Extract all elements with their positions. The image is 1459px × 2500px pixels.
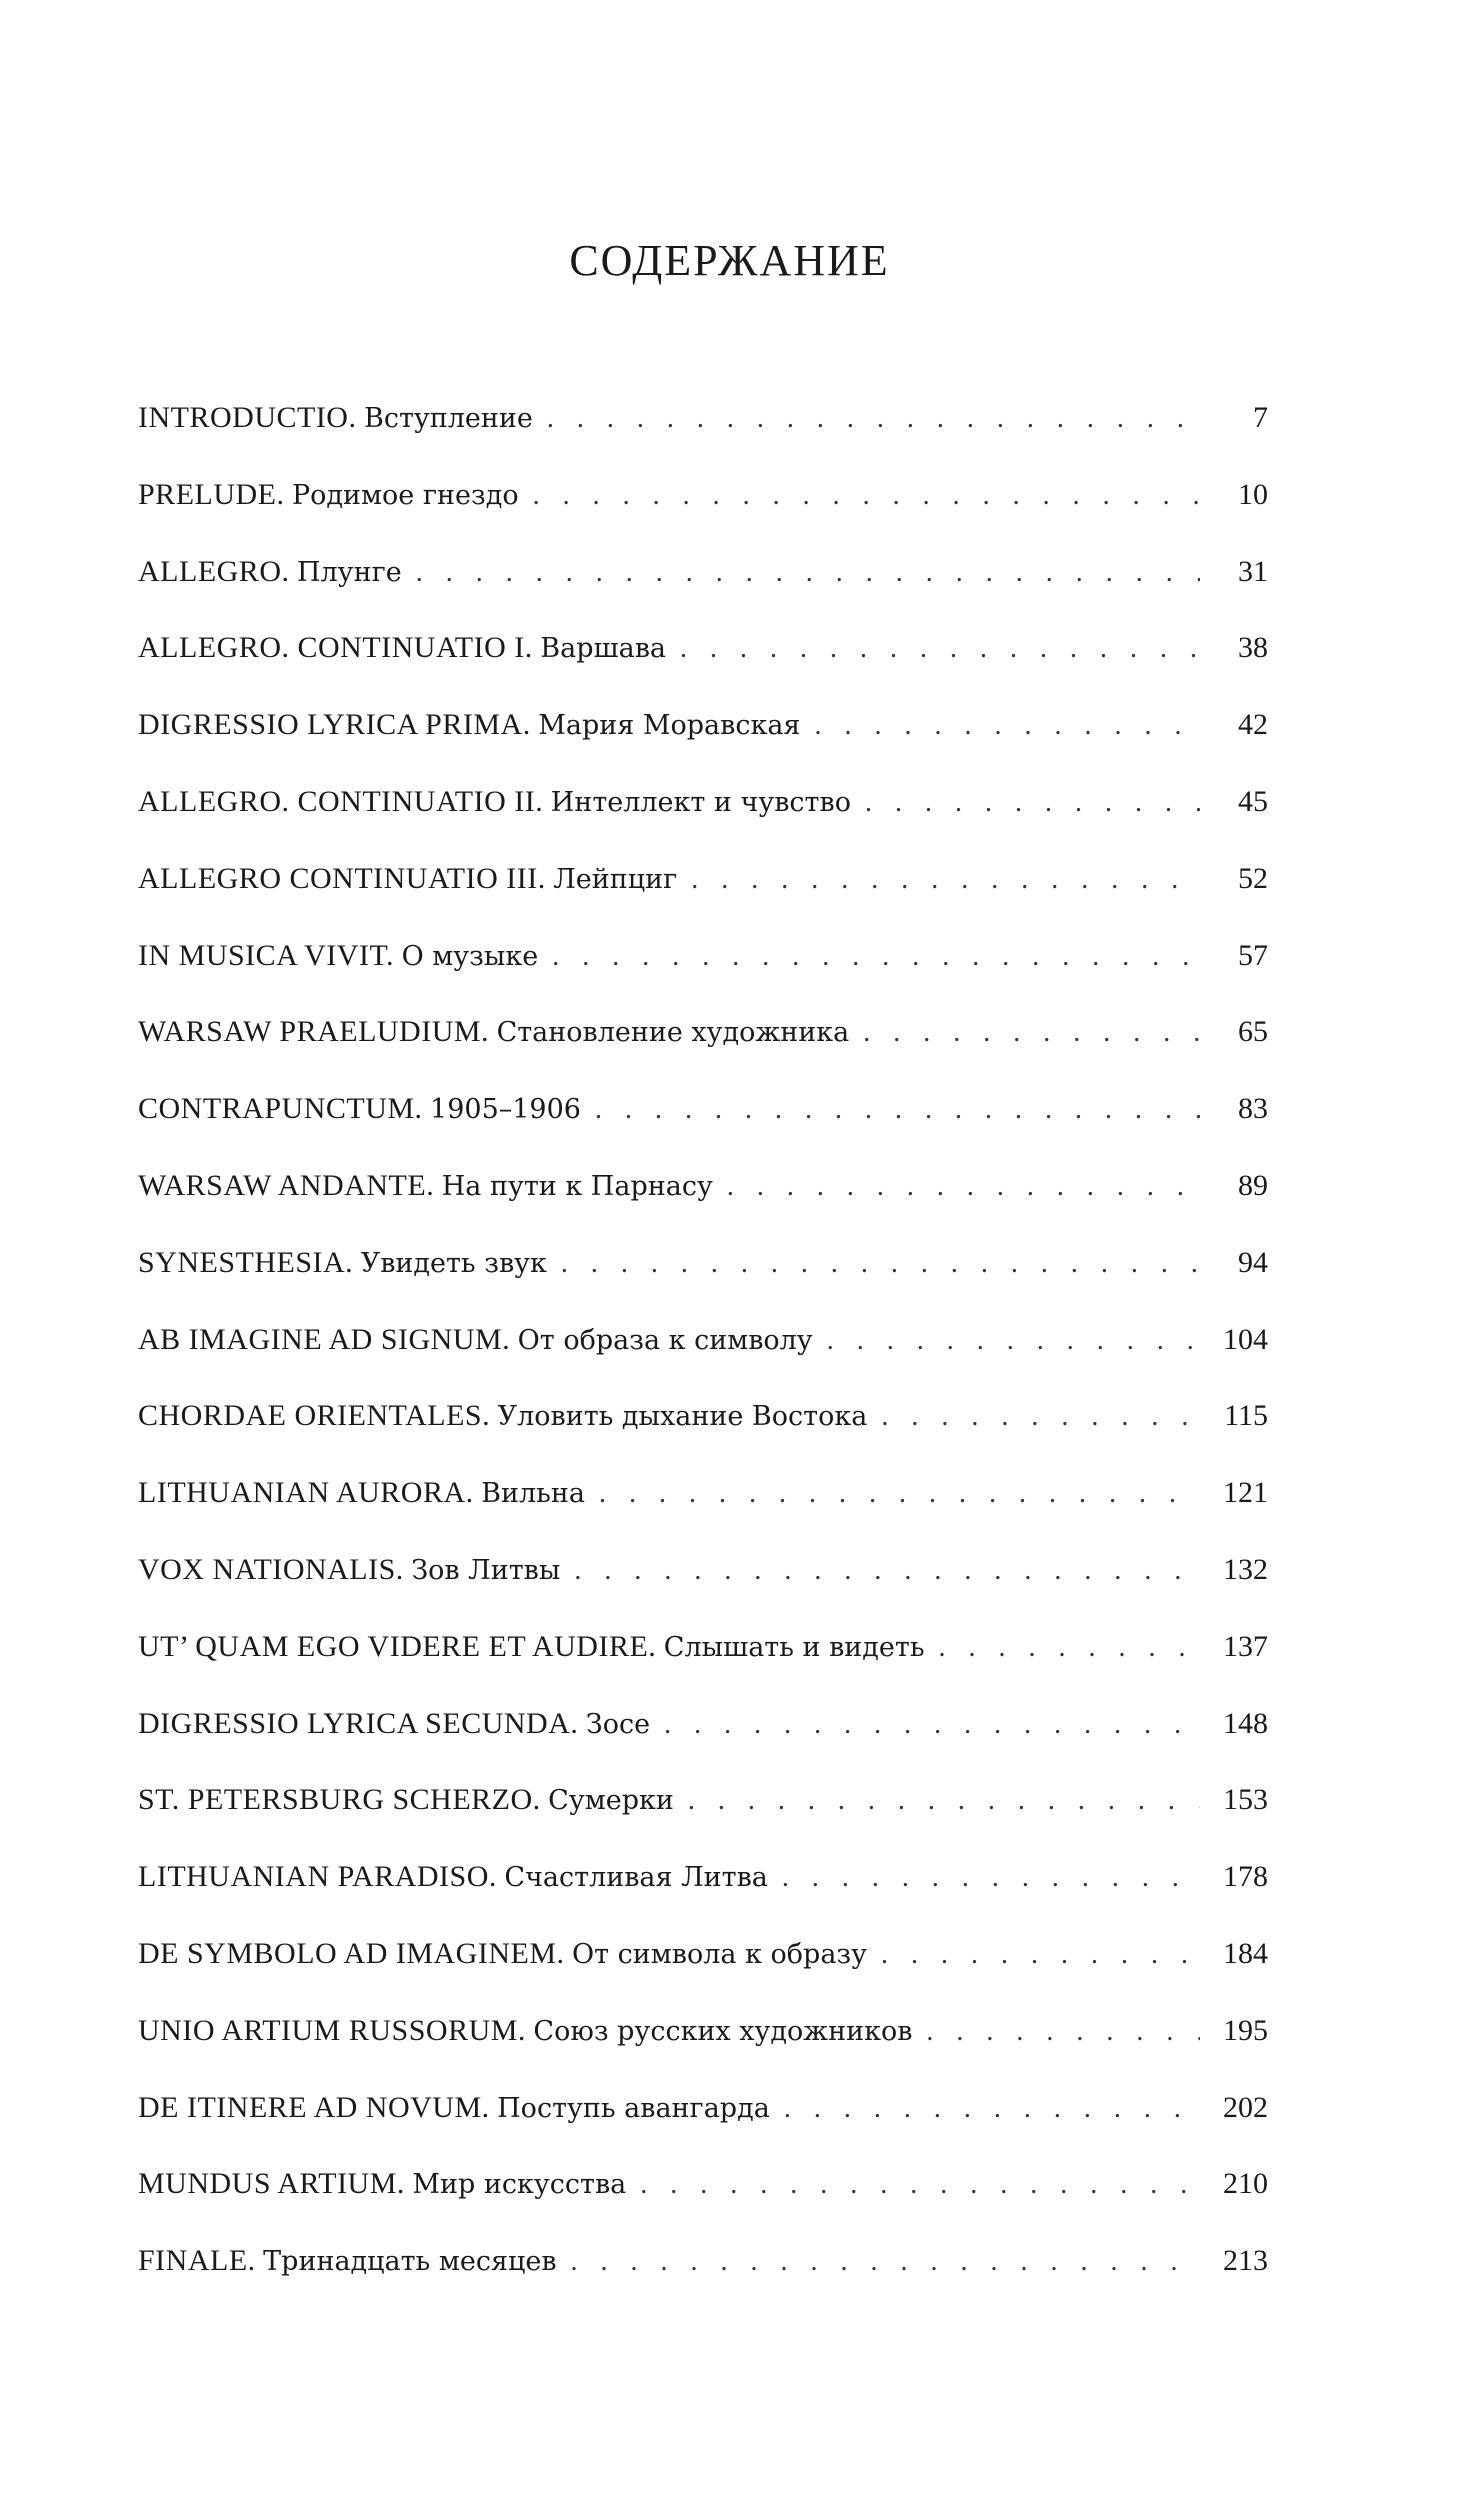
dot-leader [561,1234,1200,1294]
dot-leader [599,1464,1200,1524]
entry-page-number: 195 [1223,2013,1268,2047]
entry-page-number: 213 [1223,2244,1268,2278]
toc-entry [138,388,1268,465]
entry-latin-title: ALLEGRO. [138,554,290,588]
dot-leader [640,2155,1200,2215]
entry-russian-title: Варшава [540,633,666,665]
entry-russian-title: 1905–1906 [430,1094,581,1126]
toc-entry [138,618,1268,695]
entry-latin-title: AB IMAGINE AD SIGNUM. [138,1322,511,1356]
entry-page-number: 31 [1238,554,1268,588]
entry-latin-title: DE SYMBOLO AD IMAGINEM. [138,1936,565,1970]
dot-leader [863,1003,1200,1063]
toc-entry [138,542,1268,619]
entry-page-number: 52 [1238,861,1268,895]
dot-leader [814,696,1200,756]
toc-entry [138,1463,1268,1540]
toc-entry [138,849,1268,926]
entry-russian-title: Уловить дыхание Востока [497,1401,868,1433]
entry-latin-title: VOX NATIONALIS. [138,1552,404,1586]
entry-latin-title: MUNDUS ARTIUM. [138,2167,405,2201]
entry-russian-title: О музыке [401,940,539,972]
entry-russian-title: Слышать и видеть [663,1631,925,1663]
entry-latin-title: IN MUSICA VIVIT. [138,938,395,972]
toc-entry [138,2001,1268,2078]
entry-page-number: 137 [1223,1629,1268,1663]
entry-russian-title: Становление художника [496,1017,850,1049]
entry-russian-title: Мир искусства [412,2169,627,2201]
dot-leader [416,543,1200,603]
entry-russian-title: Интеллект и чувство [550,786,851,818]
toc-entry [138,1540,1268,1617]
toc-entry [138,1847,1268,1924]
entry-page-number: 42 [1238,708,1268,742]
dot-leader [782,1848,1200,1908]
entry-russian-title: От символа к образу [572,1938,868,1970]
entry-page-number: 153 [1223,1783,1268,1817]
entry-page-number: 57 [1238,938,1268,972]
entry-page-number: 132 [1223,1552,1268,1586]
dot-leader [574,1541,1200,1601]
toc-entry [138,1156,1268,1233]
entry-page-number: 45 [1238,784,1268,818]
toc-entry [138,1770,1268,1847]
entry-latin-title: LITHUANIAN PARADISO. [138,1860,497,1894]
dot-leader [533,466,1200,526]
toc-entry [138,1079,1268,1156]
entry-russian-title: Увидеть звук [360,1247,547,1279]
entry-latin-title: WARSAW PRAELUDIUM. [138,1015,490,1049]
dot-leader [680,619,1200,679]
toc-entry [138,1310,1268,1387]
entry-latin-title: PRELUDE. [138,477,285,511]
toc-entry [138,1233,1268,1310]
toc-entry [138,465,1268,542]
entry-page-number: 94 [1238,1245,1268,1279]
entry-russian-title: Плунге [296,556,402,588]
entry-latin-title: ALLEGRO. CONTINUATIO II. [138,784,544,818]
entry-page-number: 7 [1253,401,1268,434]
entry-latin-title: WARSAW ANDANTE. [138,1168,435,1202]
dot-leader [664,1695,1200,1755]
entry-page-number: 89 [1238,1168,1268,1202]
entry-page-number: 178 [1223,1860,1268,1894]
entry-page-number: 10 [1238,477,1268,511]
entry-russian-title: Тринадцать месяцев [263,2246,557,2278]
toc-entry [138,1694,1268,1771]
dot-leader [939,1618,1200,1678]
table-of-contents [138,388,1268,2308]
entry-latin-title: LITHUANIAN AURORA. [138,1476,474,1510]
dot-leader [784,2079,1200,2139]
entry-latin-title: INTRODUCTIO. [138,401,357,434]
dot-leader [881,1925,1200,1985]
dot-leader [595,1080,1200,1140]
entry-russian-title: Союз русских художников [533,2015,913,2047]
toc-entry [138,1617,1268,1694]
entry-russian-title: Поступь авангарда [497,2092,770,2124]
dot-leader [691,850,1200,910]
dot-leader [827,1311,1200,1371]
entry-russian-title: Счастливая Литва [504,1862,768,1894]
entry-page-number: 65 [1238,1015,1268,1049]
toc-entry [138,1924,1268,2001]
toc-entry [138,695,1268,772]
entry-page-number: 115 [1224,1399,1268,1433]
entry-russian-title: Мария Моравская [538,710,801,742]
dot-leader [547,389,1200,449]
entry-latin-title: UNIO ARTIUM RUSSORUM. [138,2013,526,2047]
entry-latin-title: FINALE. [138,2244,256,2278]
toc-entry [138,2231,1268,2308]
entry-russian-title: Вступление [363,403,533,434]
dot-leader [865,773,1200,833]
toc-entry [138,2078,1268,2155]
entry-latin-title: CHORDAE ORIENTALES. [138,1399,491,1433]
entry-russian-title: Вильна [481,1478,585,1510]
entry-page-number: 184 [1223,1936,1268,1970]
entry-latin-title: SYNESTHESIA. [138,1245,354,1279]
entry-page-number: 210 [1223,2167,1268,2201]
entry-page-number: 202 [1223,2090,1268,2124]
entry-page-number: 83 [1238,1092,1268,1126]
dot-leader [926,2002,1200,2062]
entry-latin-title: CONTRAPUNCTUM. [138,1092,423,1126]
entry-russian-title: Зосе [585,1708,651,1740]
entry-russian-title: От образа к символу [517,1324,813,1356]
entry-page-number: 104 [1223,1322,1268,1356]
entry-latin-title: UT’ QUAM EGO VIDERE ET AUDIRE. [138,1629,657,1663]
entry-russian-title: Родимое гнездо [292,479,519,511]
entry-latin-title: DIGRESSIO LYRICA SECUNDA. [138,1706,579,1740]
entry-latin-title: DIGRESSIO LYRICA PRIMA. [138,708,531,742]
page-title: СОДЕРЖАНИЕ [569,236,890,285]
entry-page-number: 38 [1238,631,1268,665]
toc-entry [138,2154,1268,2231]
entry-latin-title: ALLEGRO CONTINUATIO III. [138,861,546,895]
dot-leader [688,1771,1200,1831]
dot-leader [571,2232,1200,2292]
toc-entry [138,926,1268,1003]
toc-entry [138,1002,1268,1079]
toc-entry [138,1386,1268,1463]
entry-russian-title: Лейпциг [553,863,678,895]
dot-leader [727,1157,1200,1217]
entry-russian-title: Сумерки [548,1785,674,1817]
entry-page-number: 121 [1223,1476,1268,1510]
entry-latin-title: ALLEGRO. CONTINUATIO I. [138,631,533,665]
dot-leader [881,1387,1200,1447]
dot-leader [552,927,1200,987]
toc-entry [138,772,1268,849]
entry-page-number: 148 [1223,1706,1268,1740]
entry-latin-title: DE ITINERE AD NOVUM. [138,2090,490,2124]
entry-russian-title: Зов Литвы [411,1554,561,1586]
entry-latin-title: ST. PETERSBURG SCHERZO. [138,1783,541,1817]
entry-russian-title: На пути к Парнасу [441,1170,713,1202]
